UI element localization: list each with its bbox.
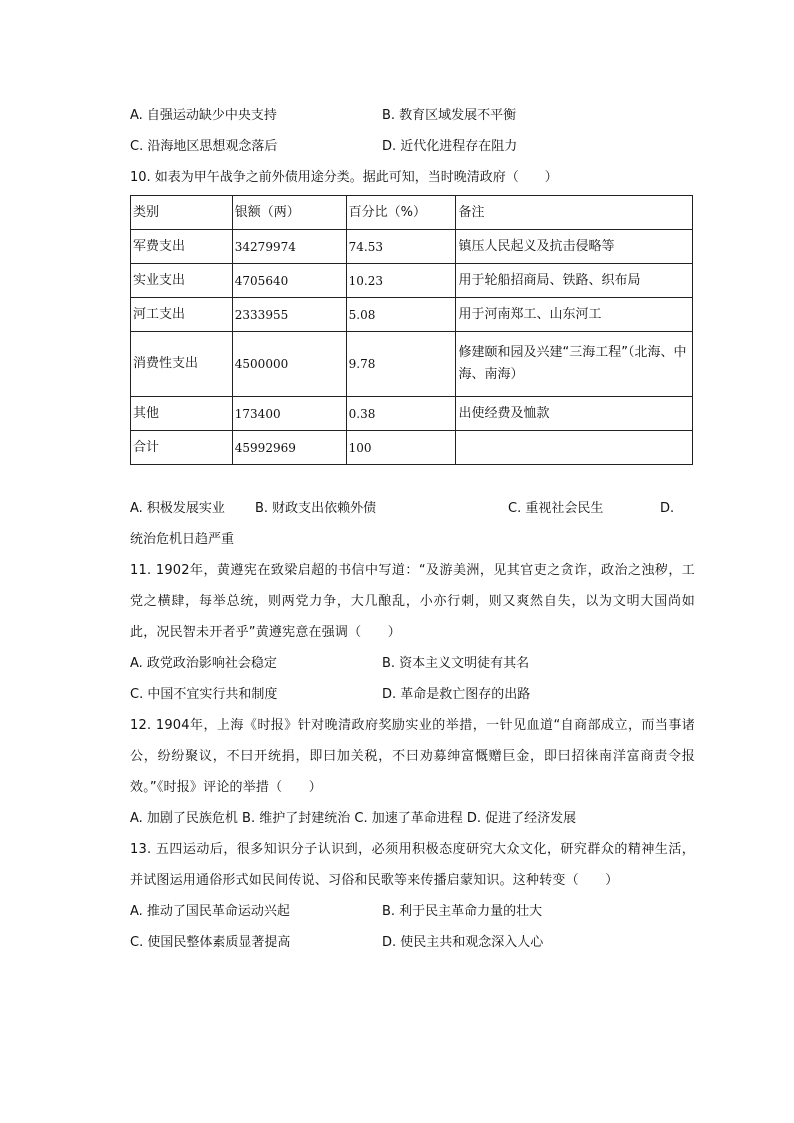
table-cell: 合计 [131,431,233,465]
table-header-cell: 百分比（%） [346,196,456,230]
q10-option-b: B. 财政支出依赖外债 [255,501,377,516]
q9-option-a: A. 自强运动缺少中央支持 [130,108,277,123]
q13-option-c: C. 使国民整体素质显著提高 [130,935,291,950]
q11-stem: 11. 1902年，黄遵宪在致梁启超的书信中写道：“及游美洲，见其官吏之贪诈，政治之浊秽，工党之横肆，每举总统，则两党力争，大几酿乱，小亦行刺，则又爽然自失，以为文明大国尚如此，况民智未开者乎”黄遵宪意在强调（ ） [130,563,695,640]
q11-option-a: A. 政党政治影响社会稳定 [130,656,277,671]
table-cell: 4705640 [232,264,346,298]
table-header-cell: 银额（两） [232,196,346,230]
table-cell: 5.08 [346,298,456,332]
table-cell: 军费支出 [131,230,233,264]
table-row [131,298,693,332]
q13-option-b: B. 利于民主革命力量的壮大 [382,904,543,919]
table-header-row [131,196,693,230]
q9-option-c: C. 沿海地区思想观念落后 [130,139,278,154]
spacer [130,465,695,493]
table-cell: 4500000 [232,332,346,397]
table-cell: 镇压人民起义及抗击侵略等 [456,230,693,264]
table-row [131,264,693,298]
q11-options-row-2 [130,679,695,710]
table-cell: 0.38 [346,397,456,431]
q13-stem: 13. 五四运动后，很多知识分子认识到，必须用积极态度研究大众文化，研究群众的精神生活，并试图运用通俗形式如民间传说、习俗和民歌等来传播启蒙知识。这种转变（ ） [130,842,695,888]
q10-option-a: A. 积极发展实业 [130,501,225,516]
q11-option-b: B. 资本主义文明徒有其名 [382,656,530,671]
table-cell: 用于轮船招商局、铁路、织布局 [456,264,693,298]
table-cell: 消费性支出 [131,332,233,397]
q10-option-d-text: 统治危机日趋严重 [130,532,235,547]
q9-option-b: B. 教育区域发展不平衡 [382,108,517,123]
q11-option-c: C. 中国不宜实行共和制度 [130,687,278,702]
table-row [131,332,693,397]
table-cell: 修建颐和园及兴建“三海工程”（北海、中海、南海） [456,332,693,397]
q12-stem: 12. 1904年，上海《时报》针对晚清政府奖励实业的举措，一针见血道“自商部成立，而当事诸公，纷纷聚议，不曰开统捐，即曰加关税，不曰劝募绅富慨赠巨金，即曰招徕南洋富商责令报效。”《时报》评论的举措（ ） [130,718,695,795]
table-cell: 10.23 [346,264,456,298]
table-cell: 74.53 [346,230,456,264]
q11-option-d: D. 革命是救亡图存的出路 [382,687,531,702]
table-cell [456,431,693,465]
table-header-cell: 类别 [131,196,233,230]
table-cell: 河工支出 [131,298,233,332]
table-cell: 实业支出 [131,264,233,298]
q10-option-c: C. 重视社会民生 [508,501,604,516]
q10-table [130,195,693,465]
table-cell: 用于河南郑工、山东河工 [456,298,693,332]
q13-option-d: D. 使民主共和观念深入人心 [382,935,544,950]
table-cell: 2333955 [232,298,346,332]
q12-options: A. 加剧了民族危机 B. 维护了封建统治 C. 加速了革命进程 D. 促进了经济发展 [130,811,577,826]
table-cell: 100 [346,431,456,465]
q9-option-d: D. 近代化进程存在阻力 [382,139,518,154]
q10-stem: 10. 如表为甲午战争之前外债用途分类。据此可知，当时晚清政府（ ） [130,170,558,185]
table-cell: 其他 [131,397,233,431]
q13-options-row-2 [130,927,695,958]
table-row [131,431,693,465]
exam-page [130,100,695,958]
table-cell: 173400 [232,397,346,431]
q10-option-d: D. [660,501,675,516]
q9-options-row-2 [130,131,695,162]
table-cell: 34279974 [232,230,346,264]
q13-option-a: A. 推动了国民革命运动兴起 [130,904,290,919]
table-cell: 出使经费及恤款 [456,397,693,431]
q13-options-row-1 [130,896,695,927]
table-cell: 9.78 [346,332,456,397]
table-cell: 45992969 [232,431,346,465]
q10-options-row [130,493,695,524]
table-row [131,397,693,431]
q11-options-row-1 [130,648,695,679]
table-header-cell: 备注 [456,196,693,230]
q9-options-row-1 [130,100,695,131]
table-row [131,230,693,264]
